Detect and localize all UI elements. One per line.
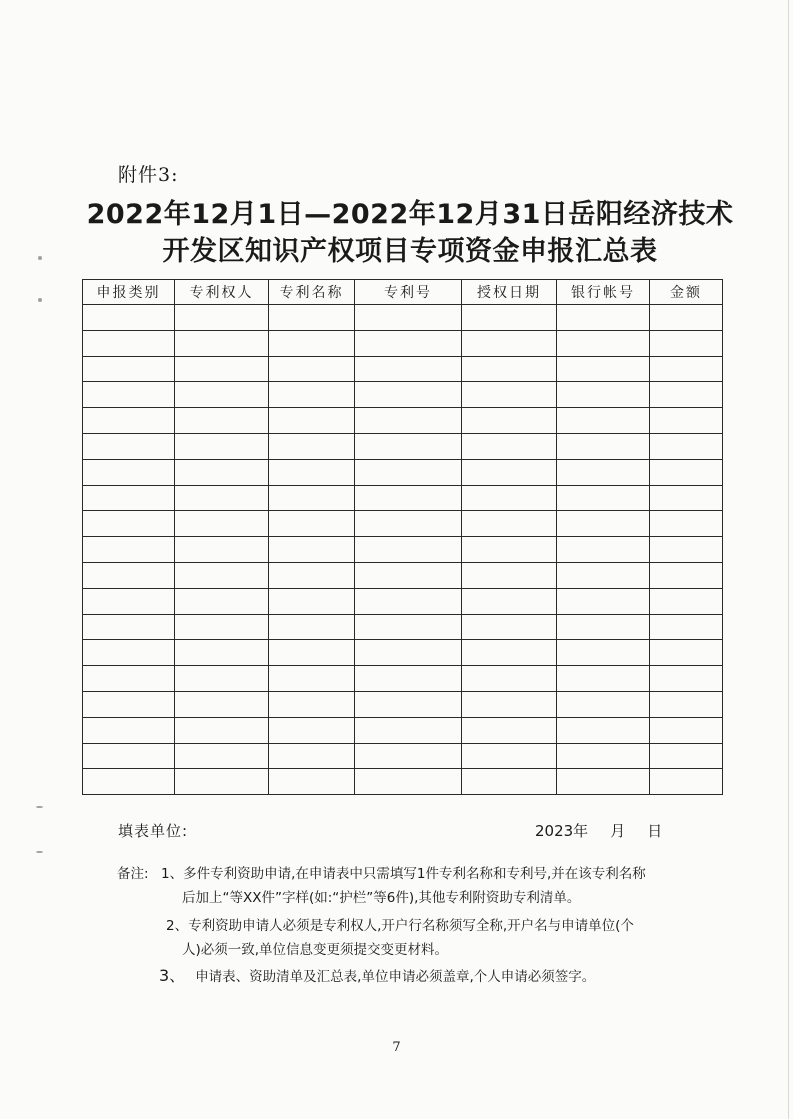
table-cell bbox=[83, 562, 175, 588]
table-cell bbox=[175, 305, 269, 331]
table-cell bbox=[83, 769, 175, 795]
table-cell bbox=[462, 382, 557, 408]
table-cell bbox=[83, 666, 175, 692]
table-cell bbox=[462, 433, 557, 459]
table-cell bbox=[355, 511, 462, 537]
table-cell bbox=[557, 769, 650, 795]
table-cell bbox=[462, 459, 557, 485]
date-month: 月 bbox=[610, 822, 626, 840]
table-cell bbox=[650, 743, 723, 769]
table-cell bbox=[175, 511, 269, 537]
table-body bbox=[83, 305, 723, 795]
table-cell bbox=[557, 305, 650, 331]
table-cell bbox=[355, 562, 462, 588]
table-cell bbox=[355, 769, 462, 795]
table-cell bbox=[557, 562, 650, 588]
table-cell bbox=[462, 666, 557, 692]
table-cell bbox=[355, 356, 462, 382]
table-cell bbox=[83, 433, 175, 459]
table-cell bbox=[650, 356, 723, 382]
table-cell bbox=[269, 459, 355, 485]
scan-speck bbox=[36, 851, 43, 853]
page-title-line-1: 2022年12月1日—2022年12月31日岳阳经济技术 bbox=[86, 199, 734, 230]
table-cell bbox=[269, 769, 355, 795]
table-cell bbox=[175, 382, 269, 408]
table-cell bbox=[462, 691, 557, 717]
table-cell bbox=[462, 305, 557, 331]
table-cell bbox=[557, 485, 650, 511]
table-row bbox=[83, 614, 723, 640]
table-cell bbox=[462, 614, 557, 640]
table-cell bbox=[462, 588, 557, 614]
table-cell bbox=[650, 485, 723, 511]
table-cell bbox=[175, 562, 269, 588]
table-cell bbox=[269, 537, 355, 563]
table-cell bbox=[650, 717, 723, 743]
table-cell bbox=[462, 330, 557, 356]
summary-table bbox=[82, 279, 723, 795]
table-cell bbox=[355, 330, 462, 356]
table-cell bbox=[355, 588, 462, 614]
scan-speck bbox=[36, 806, 43, 808]
table-cell bbox=[175, 640, 269, 666]
table-row bbox=[83, 485, 723, 511]
table-cell bbox=[83, 459, 175, 485]
table-cell bbox=[557, 588, 650, 614]
table-cell bbox=[83, 614, 175, 640]
scan-speck bbox=[38, 298, 42, 302]
table-cell bbox=[269, 330, 355, 356]
table-cell bbox=[269, 717, 355, 743]
fill-unit-label: 填表单位: bbox=[118, 822, 189, 840]
table-cell bbox=[650, 691, 723, 717]
table-cell bbox=[557, 717, 650, 743]
table-cell bbox=[83, 408, 175, 434]
table-cell bbox=[269, 305, 355, 331]
page-number: 7 bbox=[392, 1040, 401, 1055]
table-cell bbox=[175, 459, 269, 485]
date-day: 日 bbox=[647, 822, 663, 840]
table-row bbox=[83, 356, 723, 382]
table-cell bbox=[355, 485, 462, 511]
table-cell bbox=[355, 743, 462, 769]
table-cell bbox=[175, 588, 269, 614]
table-cell bbox=[269, 356, 355, 382]
table-cell bbox=[175, 614, 269, 640]
table-cell bbox=[650, 640, 723, 666]
table-cell bbox=[557, 408, 650, 434]
table-cell bbox=[269, 408, 355, 434]
table-cell bbox=[83, 537, 175, 563]
table-cell bbox=[355, 666, 462, 692]
header-application-category: 申报类别 bbox=[83, 280, 175, 305]
table-cell bbox=[355, 459, 462, 485]
table-cell bbox=[269, 562, 355, 588]
table-cell bbox=[175, 537, 269, 563]
table-row bbox=[83, 666, 723, 692]
table-cell bbox=[355, 433, 462, 459]
table-header-row bbox=[83, 280, 723, 305]
note-item-2-line-1: 2、专利资助申请人必须是专利权人,开户行名称须写全称,开户名与申请单位(个 bbox=[166, 918, 634, 934]
table-cell bbox=[557, 433, 650, 459]
table-cell bbox=[175, 743, 269, 769]
table-cell bbox=[83, 717, 175, 743]
table-row bbox=[83, 459, 723, 485]
table-cell bbox=[650, 305, 723, 331]
table-cell bbox=[355, 537, 462, 563]
table-row bbox=[83, 562, 723, 588]
table-cell bbox=[650, 433, 723, 459]
table-row bbox=[83, 537, 723, 563]
note-item-2 bbox=[117, 914, 727, 962]
table-cell bbox=[650, 408, 723, 434]
table-cell bbox=[269, 382, 355, 408]
header-patent-name: 专利名称 bbox=[269, 280, 355, 305]
table-cell bbox=[175, 769, 269, 795]
table-row bbox=[83, 305, 723, 331]
table-cell bbox=[355, 640, 462, 666]
table-cell bbox=[557, 382, 650, 408]
table-cell bbox=[462, 356, 557, 382]
table-cell bbox=[650, 769, 723, 795]
table-row bbox=[83, 769, 723, 795]
table-cell bbox=[557, 356, 650, 382]
table-cell bbox=[355, 614, 462, 640]
table-row bbox=[83, 743, 723, 769]
table-cell bbox=[462, 640, 557, 666]
table-cell bbox=[557, 614, 650, 640]
date-year: 2023年 bbox=[535, 822, 589, 840]
table-cell bbox=[269, 588, 355, 614]
table-row bbox=[83, 691, 723, 717]
table-cell bbox=[462, 717, 557, 743]
table-cell bbox=[557, 691, 650, 717]
table-cell bbox=[355, 717, 462, 743]
table-cell bbox=[175, 691, 269, 717]
note-item-1-line-2: 后加上“等XX件”字样(如:“护栏”等6件),其他专利附资助专利清单。 bbox=[182, 890, 581, 906]
table-cell bbox=[83, 588, 175, 614]
table-row bbox=[83, 717, 723, 743]
notes-prefix: 备注: bbox=[117, 866, 149, 882]
note-item-2-line-2: 人)必须一致,单位信息变更须提交变更材料。 bbox=[182, 942, 449, 958]
header-patent-number: 专利号 bbox=[355, 280, 462, 305]
scan-speck bbox=[38, 256, 42, 260]
table-cell bbox=[83, 511, 175, 537]
table-cell bbox=[650, 666, 723, 692]
note-item-3-number: 3、 bbox=[159, 966, 186, 985]
table-cell bbox=[355, 305, 462, 331]
table-cell bbox=[175, 433, 269, 459]
table-cell bbox=[650, 459, 723, 485]
table-cell bbox=[557, 666, 650, 692]
table-cell bbox=[269, 485, 355, 511]
header-patentee: 专利权人 bbox=[175, 280, 269, 305]
note-item-3-text: 申请表、资助清单及汇总表,单位申请必须盖章,个人申请必须签字。 bbox=[195, 969, 596, 985]
table-cell bbox=[557, 640, 650, 666]
table-cell bbox=[650, 537, 723, 563]
table-cell bbox=[355, 408, 462, 434]
table-cell bbox=[650, 614, 723, 640]
table-cell bbox=[83, 305, 175, 331]
table-row bbox=[83, 588, 723, 614]
table-row bbox=[83, 640, 723, 666]
table-cell bbox=[462, 769, 557, 795]
table-cell bbox=[650, 511, 723, 537]
table-cell bbox=[83, 640, 175, 666]
table-cell bbox=[83, 382, 175, 408]
table-cell bbox=[462, 485, 557, 511]
table-cell bbox=[83, 691, 175, 717]
table-cell bbox=[462, 537, 557, 563]
note-item-1 bbox=[117, 862, 727, 910]
table-cell bbox=[557, 537, 650, 563]
table-cell bbox=[269, 743, 355, 769]
table-cell bbox=[650, 562, 723, 588]
table-cell bbox=[269, 433, 355, 459]
note-item-3 bbox=[117, 964, 727, 989]
table-row bbox=[83, 382, 723, 408]
page-title-line-2: 开发区知识产权项目专项资金申报汇总表 bbox=[162, 236, 658, 267]
table-cell bbox=[175, 356, 269, 382]
table-cell bbox=[557, 330, 650, 356]
table-cell bbox=[175, 717, 269, 743]
table-cell bbox=[175, 485, 269, 511]
note-item-1-line-1: 1、多件专利资助申请,在申请表中只需填写1件专利名称和专利号,并在该专利名称 bbox=[161, 866, 646, 882]
table-cell bbox=[650, 382, 723, 408]
attachment-label: 附件3: bbox=[118, 164, 179, 186]
table-cell bbox=[83, 743, 175, 769]
table-cell bbox=[557, 459, 650, 485]
table-cell bbox=[557, 743, 650, 769]
table-cell bbox=[269, 614, 355, 640]
scan-edge-line bbox=[788, 0, 789, 1119]
table-cell bbox=[83, 356, 175, 382]
table-cell bbox=[83, 330, 175, 356]
table-cell bbox=[175, 408, 269, 434]
table-cell bbox=[175, 666, 269, 692]
table-cell bbox=[557, 511, 650, 537]
table-cell bbox=[269, 691, 355, 717]
header-grant-date: 授权日期 bbox=[462, 280, 557, 305]
notes-section bbox=[117, 862, 727, 989]
table-cell bbox=[175, 330, 269, 356]
table-row bbox=[83, 433, 723, 459]
header-bank-account: 银行帐号 bbox=[557, 280, 650, 305]
table-row bbox=[83, 330, 723, 356]
table-cell bbox=[462, 408, 557, 434]
table-row bbox=[83, 511, 723, 537]
table-cell bbox=[355, 691, 462, 717]
fill-date bbox=[535, 820, 662, 841]
table-cell bbox=[83, 485, 175, 511]
table-cell bbox=[462, 743, 557, 769]
table-cell bbox=[462, 562, 557, 588]
header-amount: 金额 bbox=[650, 280, 723, 305]
table-cell bbox=[269, 640, 355, 666]
table-cell bbox=[650, 588, 723, 614]
table-cell bbox=[650, 330, 723, 356]
table-cell bbox=[355, 382, 462, 408]
table-row bbox=[83, 408, 723, 434]
table-cell bbox=[269, 511, 355, 537]
table-cell bbox=[462, 511, 557, 537]
table-cell bbox=[269, 666, 355, 692]
